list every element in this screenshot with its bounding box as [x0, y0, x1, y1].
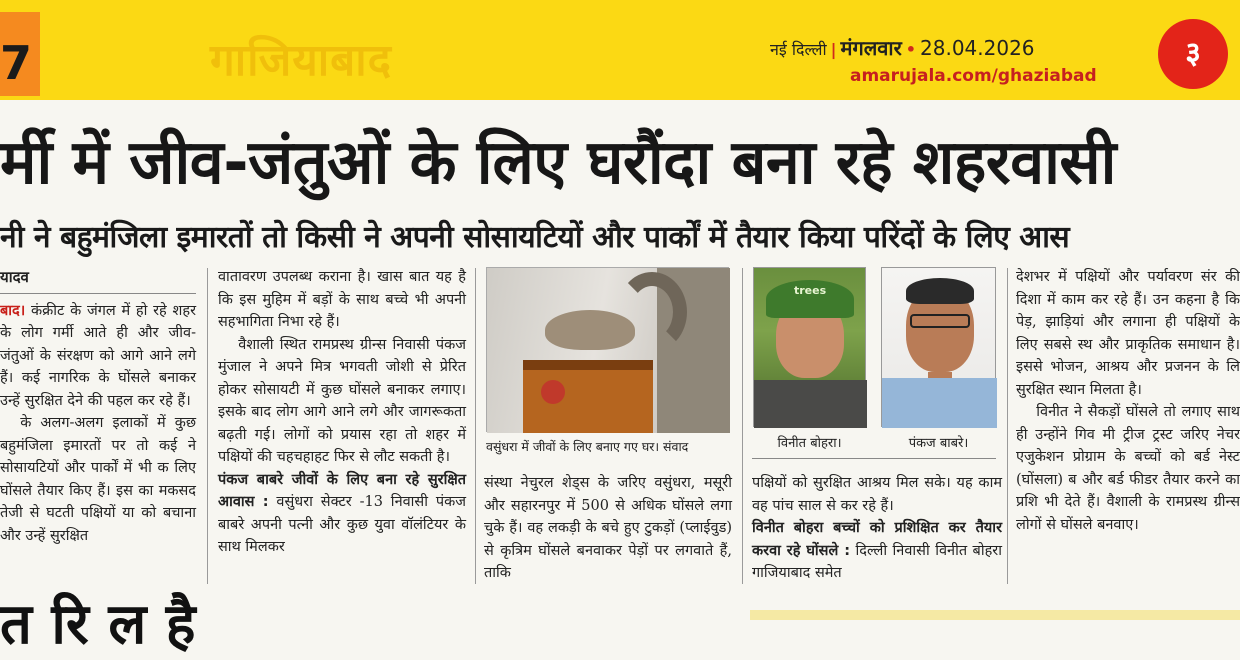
column-4: [752, 472, 1002, 585]
caption-rule: [752, 458, 996, 459]
paragraph: संस्था नेचुरल शेड्स के जरिए वसुंधरा, मसूरी और सहारनपुर में 500 से अधिक घोंसले लगा चुके हैं। वह लकड़ी के बचे हुए टुकड़ों (प्लाईवुड) से कृत्रिम घोंसले बनवाकर पेड़ों पर लगवाते हैं, ताकि: [484, 475, 732, 581]
date: 28.04.2026: [920, 36, 1035, 60]
paragraph: [218, 469, 466, 559]
dateline: [770, 34, 1035, 61]
shirt: [882, 378, 997, 428]
portrait-caption: विनीत बोहरा।: [777, 436, 842, 451]
paragraph: पक्षियों को सुरक्षित आश्रय मिल सके। यह काम वह पांच साल से कर रहे हैं।: [752, 475, 1002, 514]
edition: नई दिल्ली: [770, 40, 827, 59]
shirt: [754, 380, 867, 428]
column-rule: [742, 268, 743, 584]
portrait-caption: पंकज बाबरे।: [908, 436, 969, 451]
separator: |: [830, 40, 837, 59]
paragraph: वातावरण उपलब्ध कराना है। खास बात यह है कि इस मुहिम में बड़ों के साथ बच्चे भी अपनी सहभागिता निभा रहे हैं।: [218, 269, 466, 330]
paragraph-text: कंक्रीट के जंगल में हो रहे शहर के लोग गर्मी आते ही और जीव-जंतुओं के संरक्षण को आगे आने लगे हैं। कई नागरिक के घोंसले बनाकर उन्हें सुरक्षित देने की पहल कर रहे हैं।: [0, 302, 196, 409]
flower-garland: [541, 380, 565, 404]
headline: र्मी में जीव-जंतुओं के लिए घरौंदा बना रहे शहरवासी: [0, 127, 1116, 198]
bottom-strip: [750, 610, 1240, 620]
portrait-pankaj-babre: [881, 267, 996, 427]
byline: यादव: [0, 266, 196, 294]
paragraph: के अलग-अलग इलाकों में कुछ बहुमंजिला इमारतों पर तो कई ने सोसायटियों और पार्कों में भी क लिए घोंसले तैयार किए हैं। इस का मकसद तेजी से घटती पक्षियों या को बचाना और उन्हें सुरक्षित: [0, 415, 196, 544]
cap-text: trees: [794, 284, 827, 297]
sub-heading: पंकज बाबरे जीवों के लिए बना रहे सुरक्षित आवास :: [218, 471, 466, 510]
page-number: 7: [0, 36, 33, 90]
hair: [906, 278, 974, 304]
squirrel: [545, 310, 635, 350]
nest-photo: [486, 267, 729, 432]
website-link[interactable]: amarujala.com/ghaziabad: [850, 66, 1097, 86]
paragraph: विनीत ने सैकड़ों घोंसले तो लगाए साथ ही उन्होंने गिव मी ट्रीज ट्रस्ट जरिए नेचर एजुकेशन प्रोग्राम के बच्चों को बर्ड नेस्ट (घोंसला) ब और बर्ड फीडर तैयार करने का प्रशि भी देते हैं। वैशाली के रामप्रस्थ ग्रीन्स लोगों से घोंसले बनवाए।: [1016, 404, 1240, 533]
paragraph: देशभर में पक्षियों और पर्यावरण संर की दिशा में काम कर रहे हैं। उन कहना है कि पेड़, झाड़ियां और लगाना ही पक्षियों के लिए सबसे स्थ और प्राकृतिक समाधान है। इससे भोजन, आश्रय और प्रजनन के लि सुरक्षित स्थान मिलता है।: [1016, 269, 1240, 398]
column-1: [0, 266, 196, 547]
page-badge: ३: [1158, 19, 1228, 89]
city-title: गाजियाबाद: [210, 35, 393, 86]
bullet: •: [905, 40, 917, 59]
next-headline-text: त रि ल है: [0, 592, 196, 657]
column-rule: [207, 268, 208, 584]
column-rule: [475, 268, 476, 584]
page-number-tab: [0, 12, 40, 96]
sub-heading: विनीत बोहरा बच्चों को प्रशिक्षित कर तैयार करवा रहे घोंसले :: [752, 520, 1002, 559]
paragraph: [0, 300, 196, 413]
paragraph: [752, 517, 1002, 585]
column-5: [1016, 266, 1240, 536]
dateline-lead: बाद।: [0, 302, 26, 319]
section-header: [0, 0, 1240, 100]
photo-caption: वसुंधरा में जीवों के लिए बनाए गए घर। संवाद: [486, 439, 689, 454]
paragraph-text: वसुंधरा सेक्टर -13 निवासी पंकज बाबरे अपनी पत्नी और कुछ युवा वॉलंटियर के साथ मिलकर: [218, 494, 466, 555]
column-2: [218, 266, 466, 559]
paragraph-text: दिल्ली निवासी विनीत बोहरा गाजियाबाद समेत: [752, 542, 1002, 581]
glasses: [910, 314, 970, 328]
column-rule: [1007, 268, 1008, 584]
subheadline: नी ने बहुमंजिला इमारतों तो किसी ने अपनी सोसायटियों और पार्कों में तैयार किया परिंदों के लिए आस: [0, 220, 1070, 255]
portrait-vineet-bohra: [753, 267, 866, 427]
column-3: [484, 472, 732, 585]
paragraph: वैशाली स्थित रामप्रस्थ ग्रीन्स निवासी पंकज मुंजाल ने अपने मित्र भगवती जोशी से प्रेरित होकर सोसायटी में कुछ घोंसले बनाकर लगाए। इसके बाद लोग आगे आने लगे और जागरूकता बढ़ती गई। लोगों को प्रयास रहा तो शहर में पक्षियों की चहचहाहट फिर से लौट सकती है।: [218, 336, 466, 465]
next-headline: [0, 590, 560, 657]
day: मंगलवार: [840, 36, 902, 60]
